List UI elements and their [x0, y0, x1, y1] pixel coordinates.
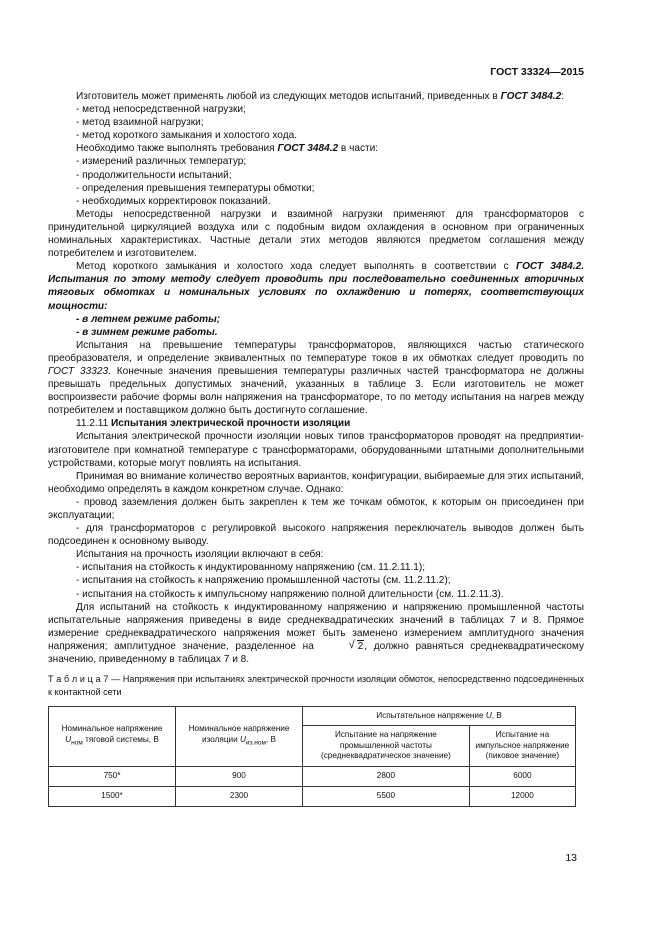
document-code: ГОСТ 33324—2015 — [490, 66, 584, 78]
table-header-row — [49, 707, 576, 726]
table-caption-text: — Напряжения при испытаниях электрической прочности изоляции обмоток, непосредственно подсоединенных к контактной сети — [48, 674, 584, 697]
paragraph-requirements — [48, 142, 584, 155]
list-item: - в летнем режиме работы; — [76, 313, 221, 325]
text-fragment: Необходимо также выполнять требования — [76, 143, 278, 155]
list-item: - в зимнем режиме работы. — [76, 326, 218, 338]
text-fragment: Испытания на превышение температуры трансформаторов, являющихся частью статического преобразователя, и определение эквивалентных по температуре токов в их обмотках следует проводить по — [48, 339, 584, 364]
radical-sign: √ — [348, 638, 355, 651]
list-item: - продолжительности испытаний; — [76, 169, 232, 181]
table-label: Т а б л и ц а 7 — [48, 674, 109, 685]
voltage-table — [48, 706, 576, 807]
table-cell: 6000 — [469, 767, 575, 787]
list-item: - измерений различных температур; — [76, 156, 247, 168]
symbol: U — [239, 734, 246, 744]
table-cell: 750* — [49, 767, 176, 787]
header-impulse: Испытание на импульсное напряжение (пиковое значение) — [469, 726, 575, 767]
table-cell: 1500* — [49, 787, 176, 807]
text-fragment: . Конечные значения превышения температуры различных частей трансформатора не должны превышать предельных допустимых значений, указанных в таблице 3. Если изготовитель не может воспроизвести рабочие формы волн напряжения на трансформаторе, то по методу испытания на нагрев между потребителем и поставщиком должно быть достигнуто соглашение. — [48, 365, 584, 417]
list-item: - метод короткого замыкания и холостого хода. — [76, 130, 298, 142]
text-fragment: , должно равняться среднеквадратическому значению, приведенному в таблицах 7 и 8. — [48, 640, 584, 666]
paragraph-configurations: Принимая во внимание количество вероятных вариантов, конфигурации, выбираемые для этих испытаний, необходимо определять в каждом конкретном случае. Однако: — [48, 470, 584, 495]
section-heading — [48, 417, 584, 430]
table-cell: 5500 — [303, 787, 470, 807]
text-fragment: , В — [265, 734, 276, 744]
paragraph-methods-intro — [48, 90, 584, 103]
section-number: 11.2.11 — [76, 418, 111, 430]
list-item: - метод непосредственной нагрузки; — [76, 104, 246, 116]
standard-reference: ГОСТ 3484.2 — [277, 143, 339, 155]
list-item: - определения превышения температуры обмотки; — [76, 182, 315, 194]
symbol: U — [485, 710, 492, 720]
text-fragment: Для испытаний на стойкость к индуктированному напряжению и напряжению промышленной частоты испытательные напряжения приведены в виде среднеквадратических значений в таблицах 7 и 8. Прямое измерение среднеквадратического напряжения может быть заменено измерением амплитудного значения напряжения; амплитудное значение, разделенное на — [48, 601, 584, 652]
text-fragment: Номинальное напряжение — [61, 724, 163, 734]
subscript: из.ном — [245, 739, 266, 747]
header-nominal-voltage — [49, 707, 176, 767]
list-item: - метод взаимной нагрузки; — [76, 117, 204, 129]
table-row — [49, 787, 576, 807]
table-caption — [48, 673, 584, 698]
page-number: 13 — [565, 852, 577, 864]
paragraph-insulation-tests: Испытания электрической прочности изоляции новых типов трансформаторов проводят на предприятии-изготовителе при комнатной температуре с трансформаторами, оборудованными штатными дополнительными устройствами, которые могут повлиять на испытания. — [48, 431, 584, 469]
header-test-voltage — [303, 707, 576, 726]
text-fragment: Метод короткого замыкания и холостого хода следует выполнять в соответствии с — [76, 261, 517, 273]
subscript: ном — [71, 739, 83, 747]
standard-reference: ГОСТ 3484.2. — [516, 261, 584, 273]
text-fragment: , В — [491, 710, 502, 720]
standard-reference: ГОСТ 33323 — [48, 365, 109, 377]
table-cell: 2300 — [176, 787, 303, 807]
section-title: Испытания электрической прочности изоляции — [110, 418, 351, 430]
text-fragment-bold: Испытания по этому методу следует проводить при последовательно соединенных вторичных тяговых обмотках и номинальных условиях по охлаждению и потерях, соответствующих мощности: — [48, 274, 584, 312]
list-item: - для трансформаторов с регулировкой высокого напряжения переключатель выводов должен быть подсоединен к основному выводу. — [48, 523, 584, 548]
radicand: 2 — [357, 640, 364, 652]
paragraph-short-circuit — [48, 260, 584, 312]
text-fragment: в части: — [338, 143, 379, 155]
list-item: - испытания на стойкость к импульсному напряжению полной длительности (см. 11.2.11.3). — [76, 588, 504, 600]
table-cell: 12000 — [469, 787, 575, 807]
standard-reference: ГОСТ 3484.2 — [500, 91, 562, 102]
square-root-formula — [321, 640, 365, 653]
text-fragment: Номинальное напряжение изоляции — [188, 724, 290, 744]
paragraph-load-methods: Методы непосредственной нагрузки и взаимной нагрузки применяют для трансформаторов с принудительной циркуляцией воздуха или с подобным видом охлаждения в основном при ограниченных номинальных характеристиках. Частные детали этих методов являются предметом соглашения между потребителем и изготовителем. — [48, 208, 584, 260]
header-insulation-voltage — [176, 707, 303, 767]
paragraph-temperature — [48, 339, 584, 418]
header-power-frequency: Испытание на напряжение промышленной частоты (среднеквадратическое значение) — [303, 726, 470, 767]
table-cell: 900 — [176, 767, 303, 787]
list-item: - провод заземления должен быть закреплен к тем же точкам обмоток, к которым он присоединен при эксплуатации; — [48, 496, 584, 521]
text-fragment: Изготовитель может применять любой из следующих методов испытаний, приведенных в — [76, 91, 501, 102]
paragraph-rms — [48, 601, 584, 666]
text-fragment: Испытательное напряжение — [376, 710, 486, 720]
list-item: - испытания на стойкость к напряжению промышленной частоты (см. 11.2.11.2); — [76, 575, 451, 587]
list-item: - необходимых корректировок показаний. — [76, 195, 271, 207]
paragraph-tests-include: Испытания на прочность изоляции включают в себя: — [76, 549, 324, 561]
page-content — [48, 90, 584, 807]
table-cell: 2800 — [303, 767, 470, 787]
text-fragment: : — [561, 91, 565, 102]
table-row — [49, 767, 576, 787]
symbol: U — [65, 734, 72, 744]
list-item: - испытания на стойкость к индуктированному напряжению (см. 11.2.11.1); — [76, 562, 426, 574]
text-fragment: тяговой системы, В — [82, 734, 159, 744]
